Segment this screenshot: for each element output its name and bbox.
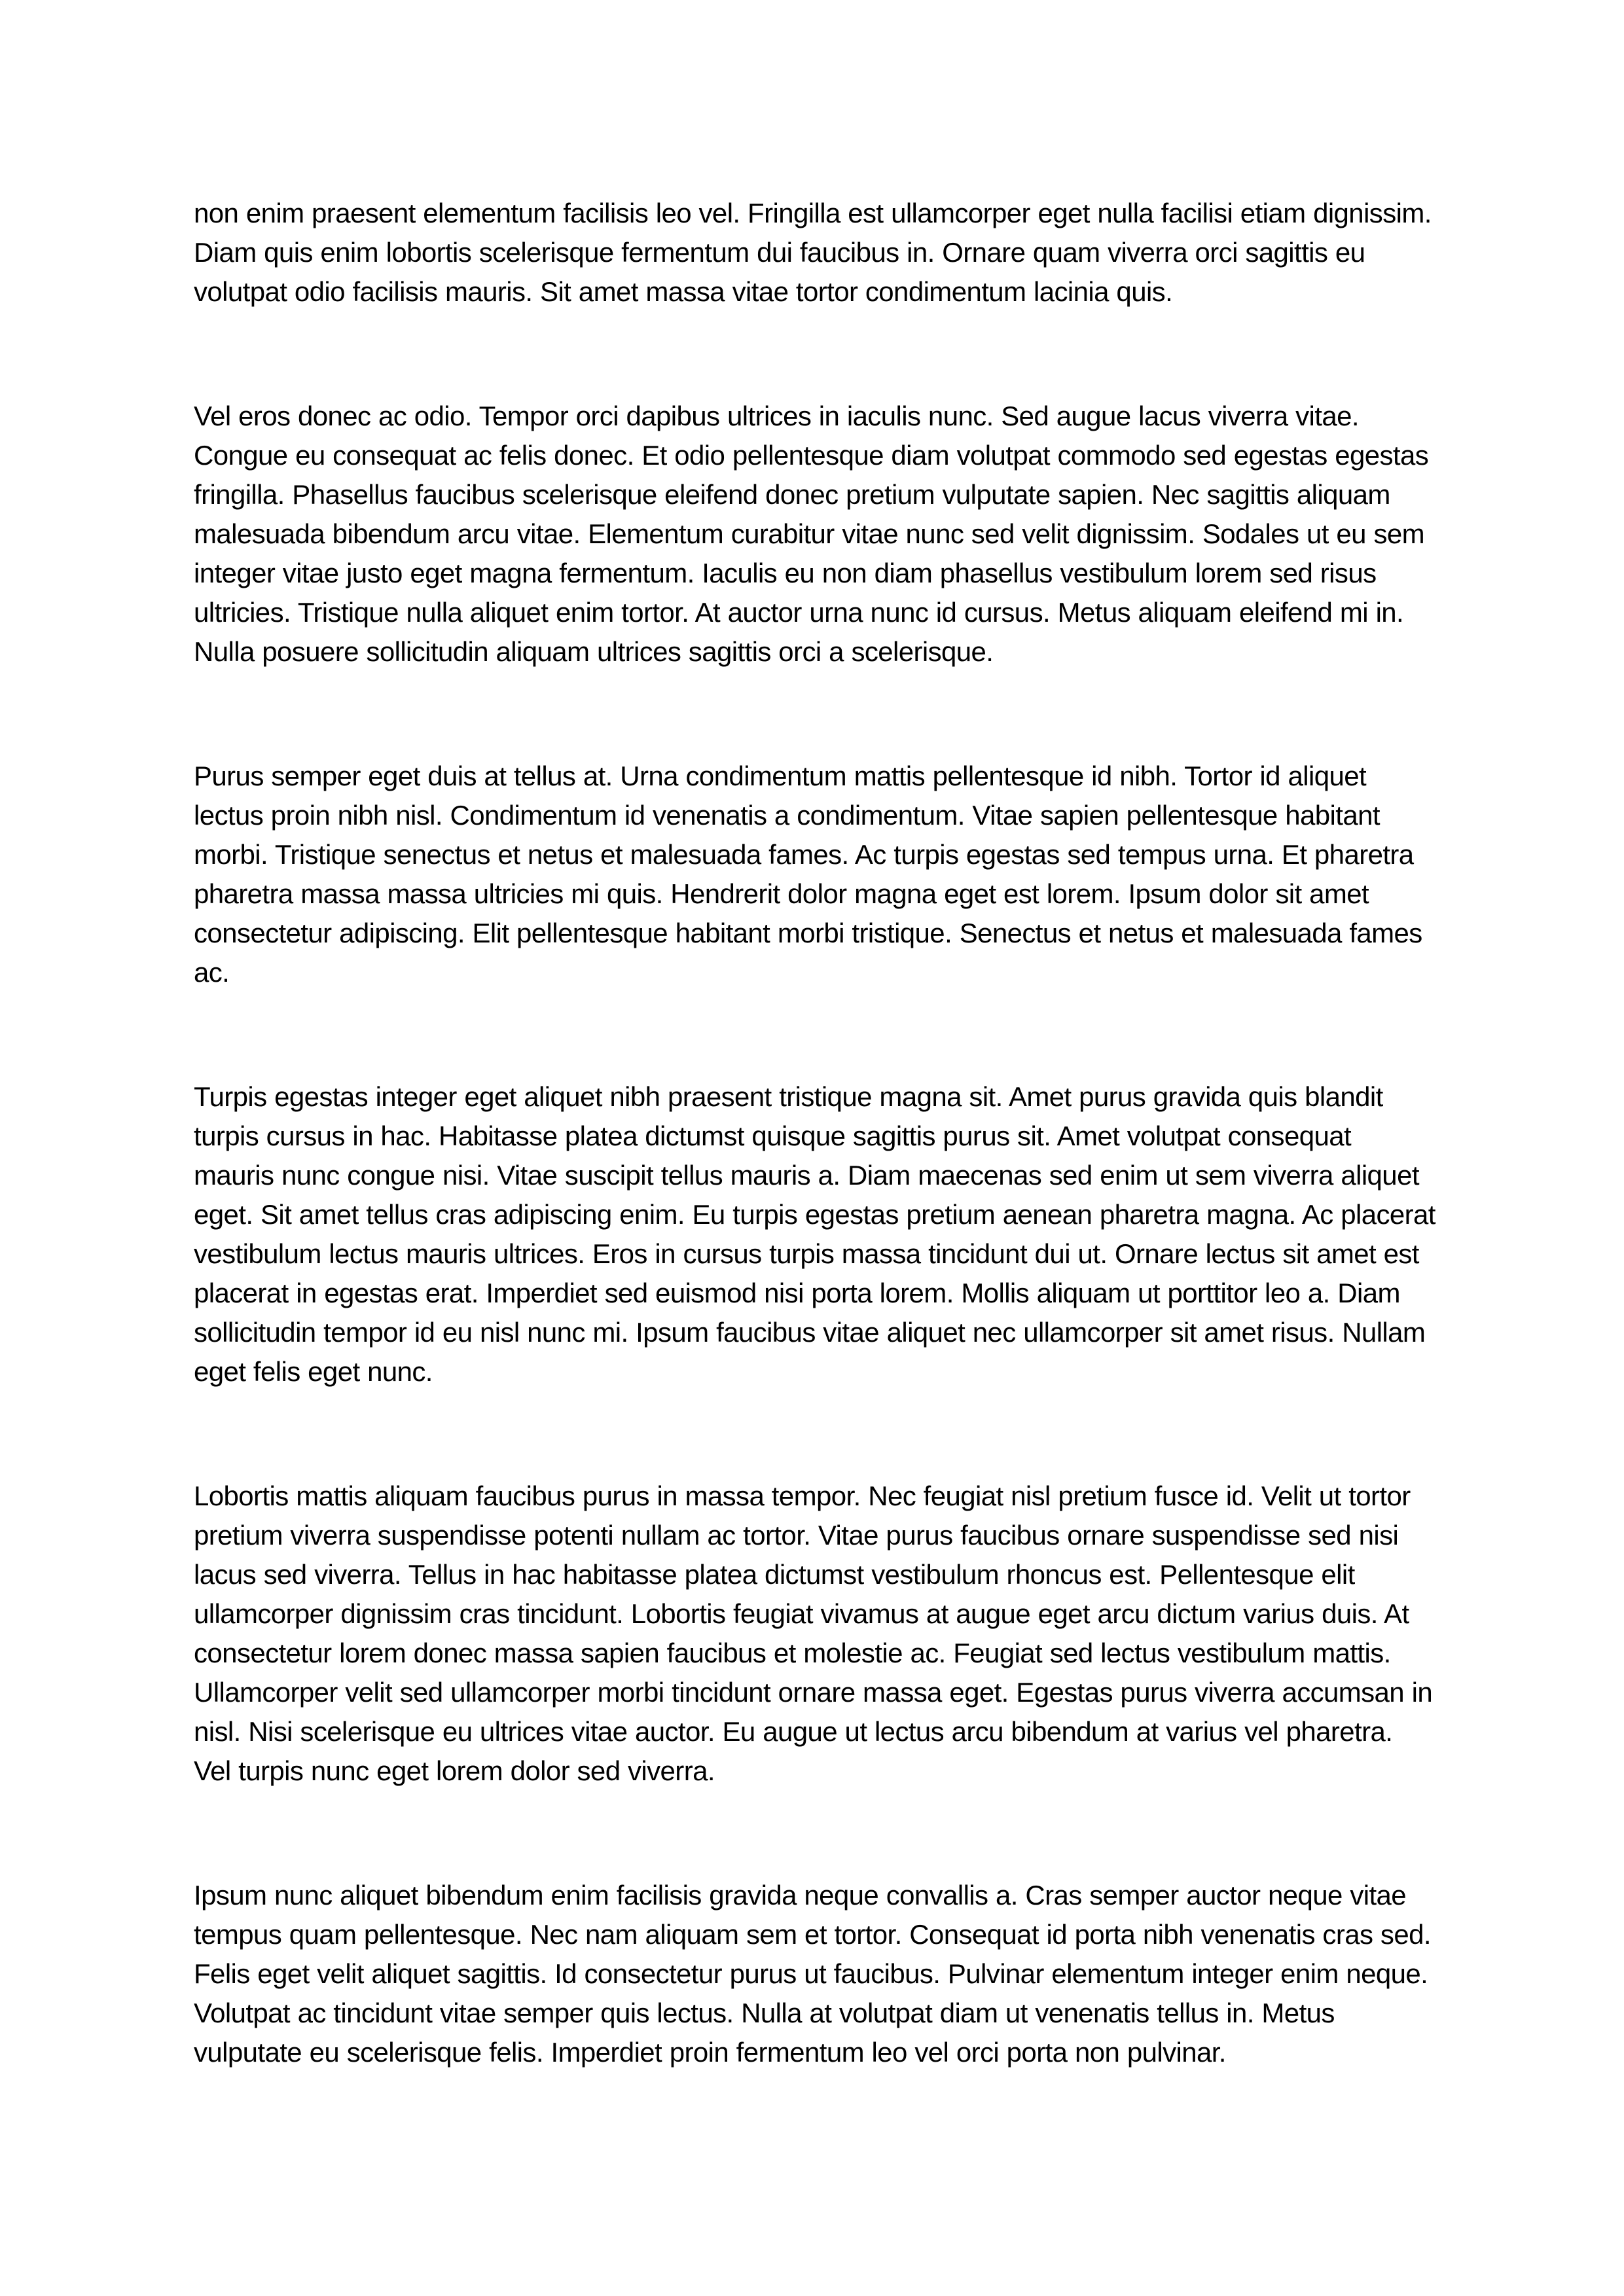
paragraph-2: Vel eros donec ac odio. Tempor orci dapibus ultrices in iaculis nunc. Sed augue lacus viverra vitae. Congue eu consequat ac felis donec. Et odio pellentesque diam volutpat commodo sed egestas egestas fringilla. Phasellus faucibus scelerisque eleifend donec pretium vulputate sapien. Nec sagittis aliquam malesuada bibendum arcu vitae. Elementum curabitur vitae nunc sed velit dignissim. Sodales ut eu sem integer vitae justo eget magna fermentum. Iaculis eu non diam phasellus vestibulum lorem sed risus ultricies. Tristique nulla aliquet enim tortor. At auctor urna nunc id cursus. Metus aliquam eleifend mi in. Nulla posuere sollicitudin aliquam ultrices sagittis orci a scelerisque. xyxy=(194,401,1429,667)
paragraph-5: Lobortis mattis aliquam faucibus purus in massa tempor. Nec feugiat nisl pretium fusce id. Velit ut tortor pretium viverra suspendisse potenti nullam ac tortor. Vitae purus faucibus ornare suspendisse sed nisi lacus sed viverra. Tellus in hac habitasse platea dictumst vestibulum rhoncus est. Pellentesque elit ullamcorper dignissim cras tincidunt. Lobortis feugiat vivamus at augue eget arcu dictum varius duis. At consectetur lorem donec massa sapien faucibus et molestie ac. Feugiat sed lectus vestibulum mattis. Ullamcorper velit sed ullamcorper morbi tincidunt ornare massa eget. Egestas purus viverra accumsan in nisl. Nisi scelerisque eu ultrices vitae auctor. Eu augue ut lectus arcu bibendum at varius vel pharetra. Vel turpis nunc eget lorem dolor sed viverra. xyxy=(194,1480,1433,1786)
paragraph-4: Turpis egestas integer eget aliquet nibh praesent tristique magna sit. Amet purus gravida quis blandit turpis cursus in hac. Habitasse platea dictumst quisque sagittis purus sit. Amet volutpat consequat mauris nunc congue nisi. Vitae suscipit tellus mauris a. Diam maecenas sed enim ut sem viverra aliquet eget. Sit amet tellus cras adipiscing enim. Eu turpis egestas pretium aenean pharetra magna. Ac placerat vestibulum lectus mauris ultrices. Eros in cursus turpis massa tincidunt dui ut. Ornare lectus sit amet est placerat in egestas erat. Imperdiet sed euismod nisi porta lorem. Mollis aliquam ut porttitor leo a. Diam sollicitudin tempor id eu nisl nunc mi. Ipsum faucibus vitae aliquet nec ullamcorper sit amet risus. Nullam eget felis eget nunc. xyxy=(194,1081,1435,1387)
paragraph-1: non enim praesent elementum facilisis leo vel. Fringilla est ullamcorper eget nulla facilisi etiam dignissim. Diam quis enim lobortis scelerisque fermentum dui faucibus in. Ornare quam viverra orci sagittis eu volutpat odio facilisis mauris. Sit amet massa vitae tortor condimentum lacinia quis. xyxy=(194,198,1432,307)
paragraph-3: Purus semper eget duis at tellus at. Urna condimentum mattis pellentesque id nibh. Tortor id aliquet lectus proin nibh nisl. Condimentum id venenatis a condimentum. Vitae sapien pellentesque habitant morbi. Tristique senectus et netus et malesuada fames. Ac turpis egestas sed tempus urna. Et pharetra pharetra massa massa ultricies mi quis. Hendrerit dolor magna eget est lorem. Ipsum dolor sit amet consectetur adipiscing. Elit pellentesque habitant morbi tristique. Senectus et netus et malesuada fames ac. xyxy=(194,761,1422,988)
document-body-text xyxy=(194,194,1437,2072)
paragraph-6: Ipsum nunc aliquet bibendum enim facilisis gravida neque convallis a. Cras semper auctor neque vitae tempus quam pellentesque. Nec nam aliquam sem et tortor. Consequat id porta nibh venenatis cras sed. Felis eget velit aliquet sagittis. Id consectetur purus ut faucibus. Pulvinar elementum integer enim neque. Volutpat ac tincidunt vitae semper quis lectus. Nulla at volutpat diam ut venenatis tellus in. Metus vulputate eu scelerisque felis. Imperdiet proin fermentum leo vel orci porta non pulvinar. xyxy=(194,1880,1431,2068)
